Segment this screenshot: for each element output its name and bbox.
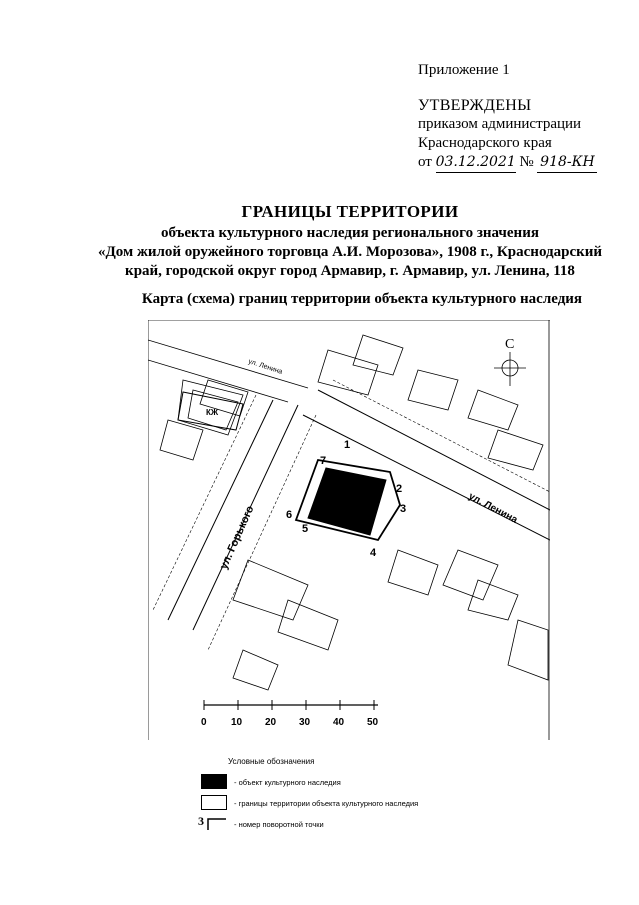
approval-block bbox=[418, 96, 597, 173]
point-label-1: 1 bbox=[344, 439, 351, 451]
point-label-6: 6 bbox=[286, 509, 293, 521]
order-date: 03.12.2021 bbox=[436, 153, 516, 173]
date-prefix: от bbox=[418, 154, 432, 170]
number-prefix: № bbox=[519, 154, 534, 170]
point-label-3: 3 bbox=[400, 503, 407, 515]
gorkogo-street bbox=[153, 395, 316, 650]
approved-by-line1: приказом администрации bbox=[418, 116, 582, 132]
map-caption: Карта (схема) границ территории объекта культурного наследия bbox=[141, 291, 583, 307]
legend-swatch-boundary bbox=[201, 795, 227, 810]
building-label-kzh: КЖ bbox=[206, 408, 219, 417]
legend-item-point: - номер поворотной точки bbox=[234, 820, 324, 829]
legend-point-number: 3 bbox=[198, 814, 204, 828]
point-label-5: 5 bbox=[302, 523, 309, 535]
north-arrow-icon bbox=[494, 352, 526, 386]
title-line-2: «Дом жилой оружейного торговца А.И. Морозова», 1908 г., Краснодарский bbox=[97, 244, 603, 260]
appendix-label: Приложение 1 bbox=[418, 62, 510, 78]
legend-swatch-heritage bbox=[201, 774, 227, 789]
scale-tick-10: 10 bbox=[231, 717, 243, 728]
scale-tick-0: 0 bbox=[201, 717, 207, 728]
point-label-7: 7 bbox=[320, 455, 327, 467]
scale-bar bbox=[201, 700, 379, 728]
building-kzh bbox=[178, 392, 243, 430]
document-title: ГРАНИЦЫ ТЕРРИТОРИИ bbox=[241, 202, 459, 221]
order-number: 918-КН bbox=[537, 153, 597, 173]
document-title-block bbox=[80, 202, 620, 281]
scale-tick-50: 50 bbox=[367, 717, 379, 728]
street-label-gorkogo: ул. Горького bbox=[217, 504, 257, 572]
scale-tick-20: 20 bbox=[265, 717, 277, 728]
point-label-2: 2 bbox=[396, 483, 403, 495]
legend-item-heritage: - объект культурного наследия bbox=[234, 778, 341, 787]
title-line-3: край, городской округ город Армавир, г. Армавир, ул. Ленина, 118 bbox=[125, 263, 575, 279]
street-label-lenina-top: ул. Ленина bbox=[247, 358, 284, 376]
approved-by-line2: Краснодарского края bbox=[418, 135, 552, 151]
scale-tick-30: 30 bbox=[299, 717, 311, 728]
legend-corner-icon bbox=[206, 816, 228, 832]
lenina-street-top bbox=[148, 340, 308, 402]
point-label-4: 4 bbox=[370, 547, 377, 559]
legend-title: Условные обозначения bbox=[228, 757, 315, 766]
approved-title: УТВЕРЖДЕНЫ bbox=[418, 97, 532, 114]
north-label: С bbox=[505, 337, 515, 352]
order-date-number bbox=[418, 153, 597, 173]
scale-tick-40: 40 bbox=[333, 717, 345, 728]
territory-map bbox=[148, 320, 550, 740]
legend-item-boundary: - границы территории объекта культурного наследия bbox=[234, 799, 419, 808]
street-label-lenina: ул. Ленина bbox=[466, 490, 520, 526]
title-line-1: объекта культурного наследия регионального значения bbox=[161, 225, 539, 241]
